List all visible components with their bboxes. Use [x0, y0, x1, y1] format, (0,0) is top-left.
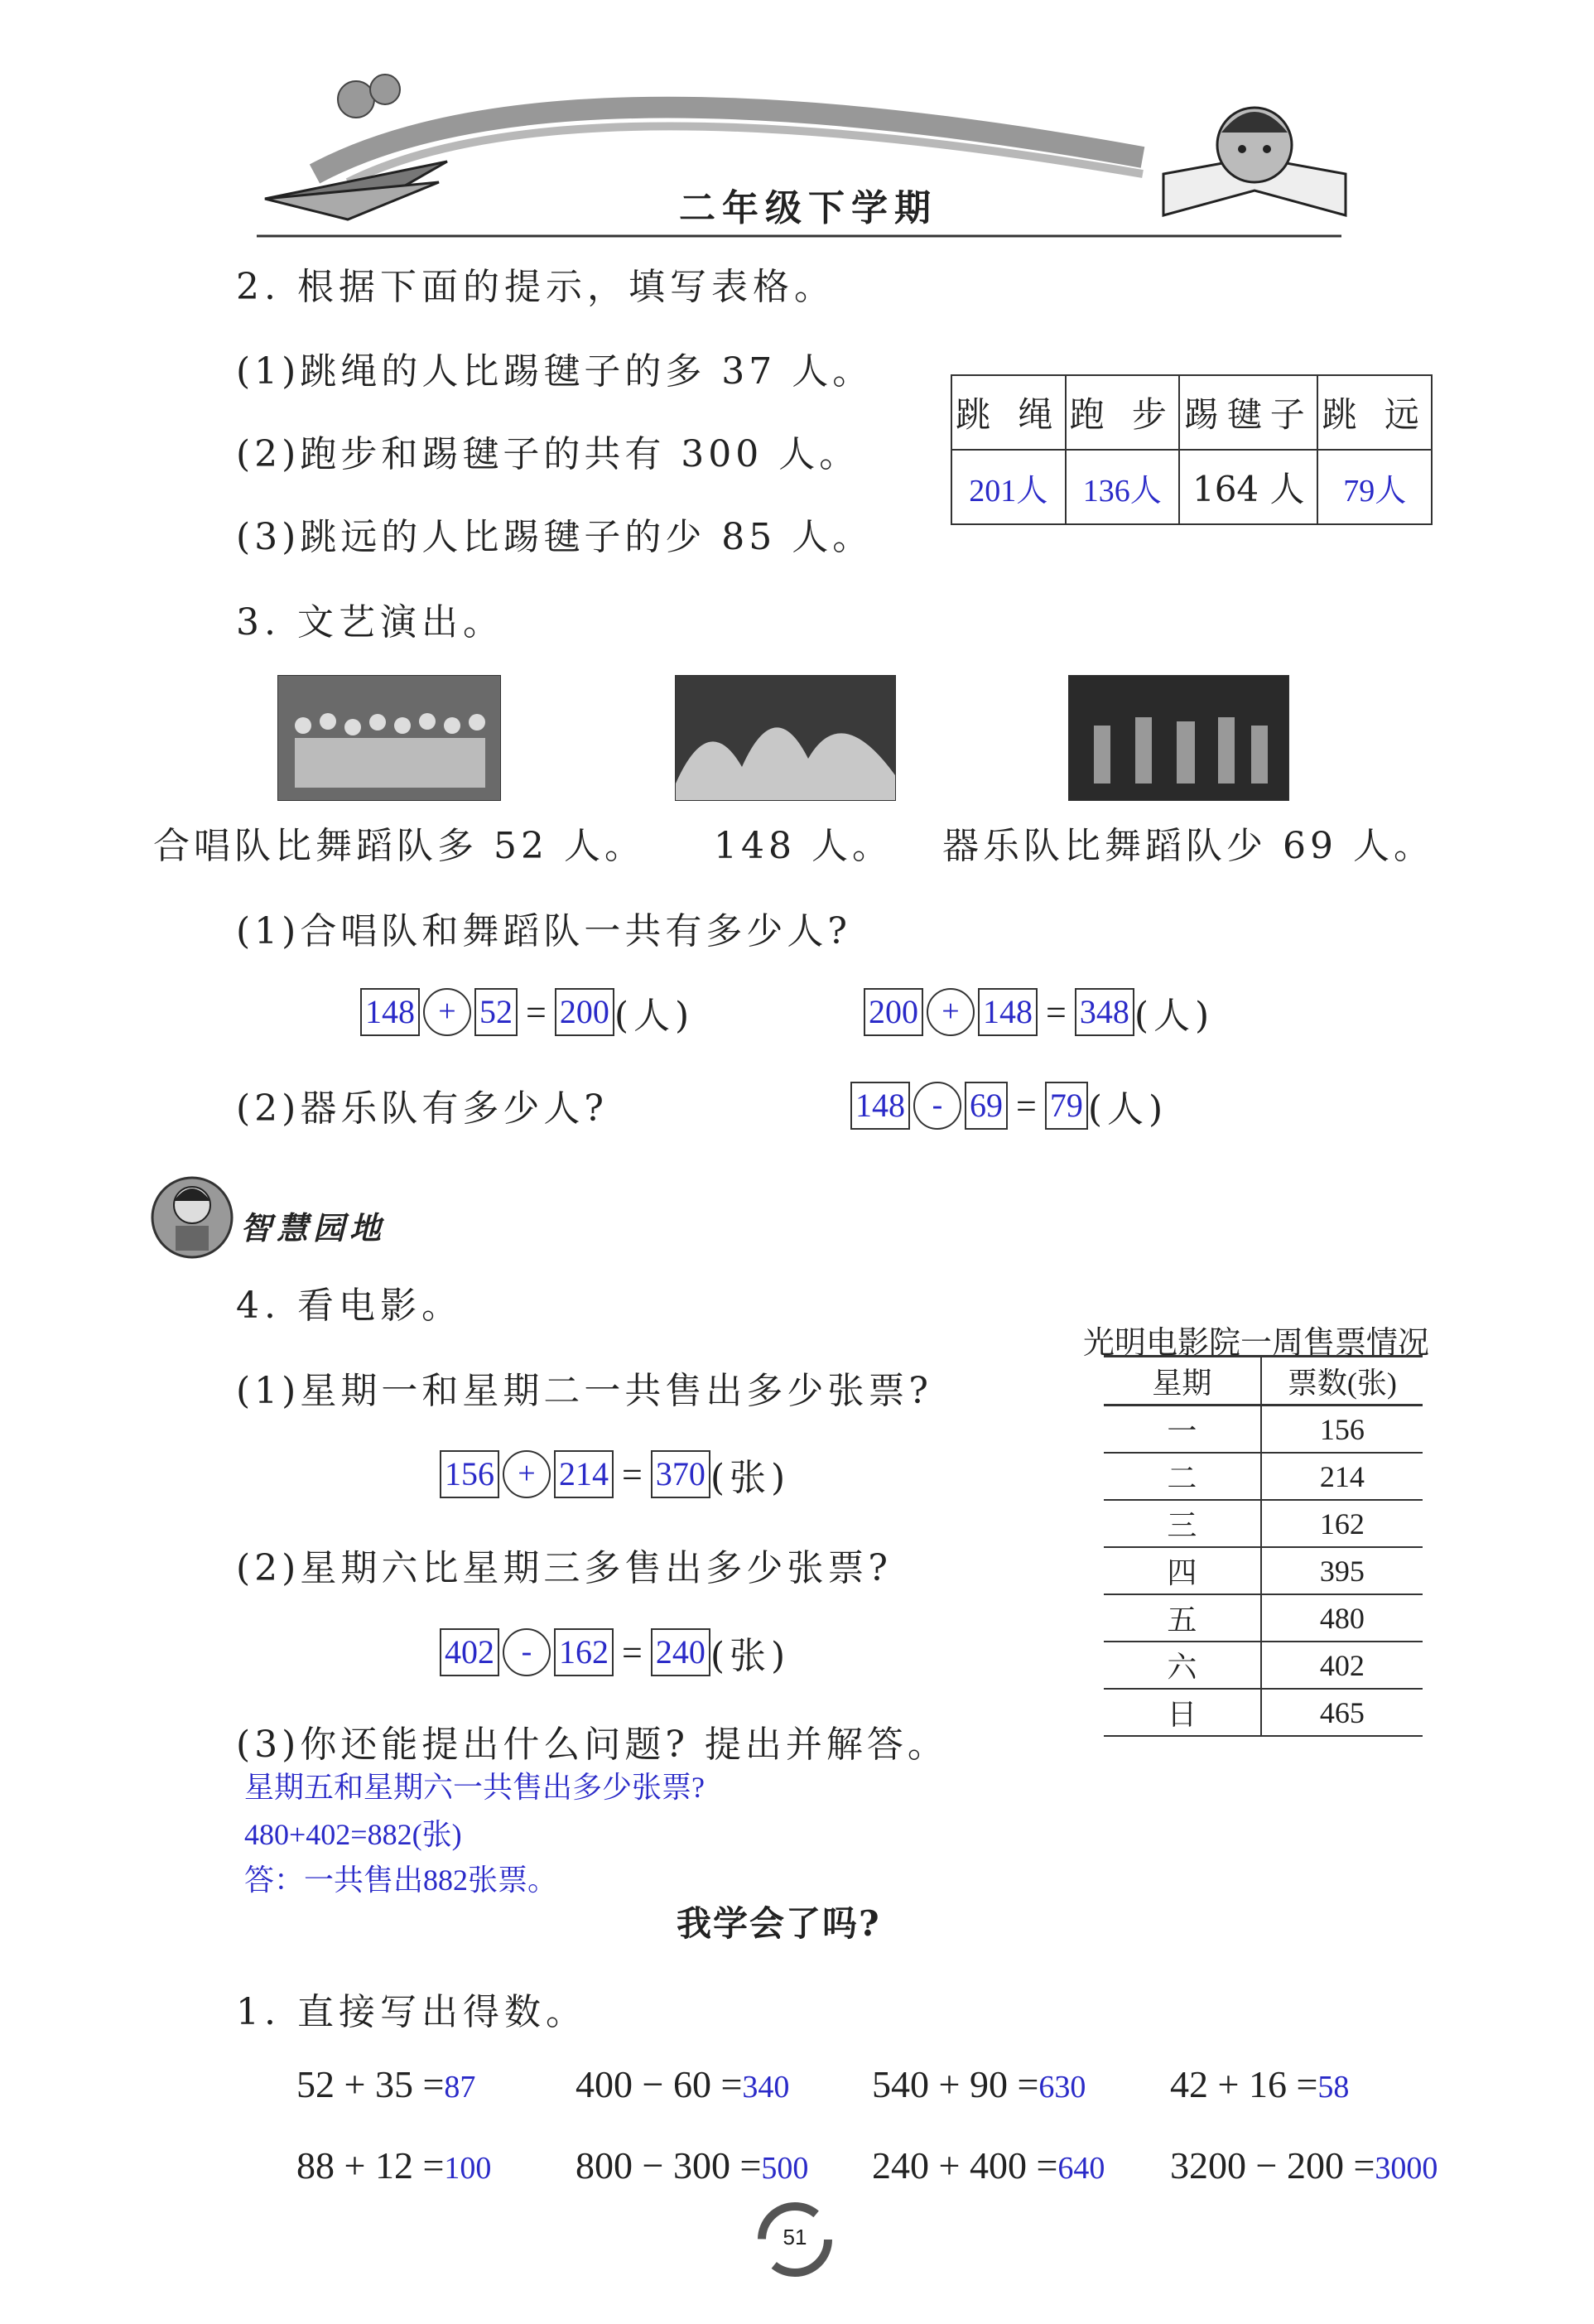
arith-expression: 52 + 35 =: [296, 2063, 445, 2105]
tickets-cell: 480: [1261, 1594, 1423, 1642]
arith-expression: 3200 − 200 =: [1170, 2144, 1375, 2187]
arith-expression: 240 + 400 =: [872, 2144, 1058, 2187]
tickets-cell: 162: [1261, 1500, 1423, 1547]
arith-item: [296, 2143, 491, 2187]
equals-sign: =: [1016, 1085, 1037, 1126]
operand-box[interactable]: 69: [965, 1082, 1008, 1130]
result-box[interactable]: 370: [651, 1450, 710, 1498]
operator-circle[interactable]: +: [503, 1450, 551, 1498]
review-q1-title: 1. 直接写出得数。: [236, 1991, 587, 2033]
section-label: 智慧园地: [240, 1209, 387, 1246]
q4-sub3-answer-line-3: 答：一共售出882张票。: [244, 1864, 558, 1897]
q3-sub1-question: (1)合唱队和舞蹈队一共有多少人?: [236, 910, 851, 952]
q2-value-long-jump: 79人: [1317, 450, 1432, 524]
tickets-cell: 402: [1261, 1642, 1423, 1689]
q2-header-jump-rope: 跳 绳: [951, 375, 1066, 450]
operand-box[interactable]: 214: [554, 1450, 614, 1498]
result-box[interactable]: 200: [555, 988, 614, 1036]
q3-sub2-equation: [850, 1079, 1168, 1132]
equals-sign: =: [1046, 991, 1067, 1033]
equals-sign: =: [622, 1632, 643, 1673]
q3-sub1-equation-1: [360, 986, 694, 1039]
q4-header-tickets: 票数(张): [1261, 1357, 1423, 1405]
day-cell: 日: [1104, 1689, 1261, 1736]
table-row: [1104, 1642, 1423, 1689]
arith-expression: 800 − 300 =: [575, 2144, 762, 2187]
operand-box[interactable]: 148: [850, 1082, 910, 1130]
equals-sign: =: [526, 991, 547, 1033]
unit-label: (人): [614, 995, 695, 1037]
choir-caption: 合唱队比舞蹈队多 52 人。: [153, 825, 645, 867]
tickets-cell: 156: [1261, 1405, 1423, 1454]
q3-sub2-question: (2)器乐队有多少人?: [236, 1087, 608, 1130]
header-title: 二年级下学期: [679, 187, 937, 229]
q2-value-running: 136人: [1066, 450, 1180, 524]
q2-header-shuttlecock: 踢毽子: [1179, 375, 1317, 450]
q2-hint-1: (1)跳绳的人比踢毽子的多 37 人。: [236, 350, 874, 393]
table-row: [1104, 1547, 1423, 1594]
orchestra-caption: 器乐队比舞蹈队少 69 人。: [942, 825, 1434, 867]
q4-table-title: 光明电影院一周售票情况: [1083, 1326, 1430, 1361]
arith-item: [575, 2062, 789, 2106]
operator-circle[interactable]: +: [423, 988, 471, 1036]
table-row: [1104, 1689, 1423, 1736]
table-row: [1104, 1453, 1423, 1500]
arith-expression: 88 + 12 =: [296, 2144, 445, 2187]
operand-box[interactable]: 162: [554, 1628, 614, 1676]
q2-hint-2: (2)跑步和踢毽子的共有 300 人。: [236, 433, 860, 475]
day-cell: 二: [1104, 1453, 1261, 1500]
operand-box[interactable]: 156: [440, 1450, 499, 1498]
arith-answer[interactable]: 640: [1057, 2151, 1105, 2186]
arith-item: [872, 2062, 1086, 2106]
q4-sub3-answer-line-2: 480+402=882(张): [244, 1818, 462, 1851]
orchestra-photo: [1068, 675, 1289, 801]
girl-reading-illustration: [1155, 66, 1354, 224]
unit-label: (人): [1134, 995, 1215, 1037]
result-box[interactable]: 348: [1075, 988, 1134, 1036]
dance-caption: 148 人。: [714, 825, 893, 867]
arith-item: [872, 2143, 1105, 2187]
q4-title: 4. 看电影。: [236, 1285, 463, 1327]
table-row: [1104, 1405, 1423, 1454]
unit-label: (张): [710, 1457, 791, 1499]
unit-label: (张): [710, 1635, 791, 1677]
operator-circle[interactable]: +: [927, 988, 975, 1036]
day-cell: 四: [1104, 1547, 1261, 1594]
operator-circle[interactable]: -: [503, 1628, 551, 1676]
table-row: [1104, 1500, 1423, 1547]
operand-box[interactable]: 148: [978, 988, 1038, 1036]
q3-sub1-equation-2: [864, 986, 1214, 1039]
day-cell: 五: [1104, 1594, 1261, 1642]
tickets-cell: 465: [1261, 1689, 1423, 1736]
equals-sign: =: [622, 1454, 643, 1495]
arith-answer[interactable]: 500: [761, 2151, 809, 2186]
operand-box[interactable]: 200: [864, 988, 923, 1036]
q2-hint-3: (3)跳远的人比踢毽子的少 85 人。: [236, 516, 874, 558]
arith-answer[interactable]: 100: [444, 2151, 492, 2186]
day-cell: 三: [1104, 1500, 1261, 1547]
result-box[interactable]: 79: [1045, 1082, 1088, 1130]
arith-answer[interactable]: 340: [742, 2070, 790, 2105]
arith-expression: 400 − 60 =: [575, 2063, 743, 2105]
q4-sub1-question: (1)星期一和星期二一共售出多少张票?: [236, 1370, 932, 1412]
arith-answer[interactable]: 58: [1317, 2070, 1350, 2105]
q2-table: [951, 374, 1433, 525]
unit-label: (人): [1087, 1088, 1168, 1131]
q4-sub2-question: (2)星期六比星期三多售出多少张票?: [236, 1547, 892, 1589]
q4-sub3-answer-line-1: 星期五和星期六一共售出多少张票?: [244, 1771, 705, 1804]
tickets-cell: 214: [1261, 1453, 1423, 1500]
arith-expression: 42 + 16 =: [1170, 2063, 1318, 2105]
q3-title: 3. 文艺演出。: [236, 601, 504, 644]
boy-mascot-icon: [149, 1168, 236, 1263]
operand-box[interactable]: 52: [474, 988, 518, 1036]
q2-header-running: 跑 步: [1066, 375, 1180, 450]
q2-header-long-jump: 跳 远: [1317, 375, 1432, 450]
q2-value-jump-rope: 201人: [951, 450, 1066, 524]
arith-answer[interactable]: 3000: [1375, 2151, 1438, 2186]
table-row: [1104, 1594, 1423, 1642]
q2-value-shuttlecock: 164 人: [1179, 450, 1317, 524]
arith-expression: 540 + 90 =: [872, 2063, 1039, 2105]
arith-item: [575, 2143, 808, 2187]
operator-circle[interactable]: -: [913, 1082, 961, 1130]
q4-sub3-question: (3)你还能提出什么问题? 提出并解答。: [236, 1724, 948, 1766]
day-cell: 一: [1104, 1405, 1261, 1454]
dance-photo: [675, 675, 896, 801]
day-cell: 六: [1104, 1642, 1261, 1689]
q4-ticket-table: [1104, 1355, 1423, 1737]
q4-sub1-equation: [440, 1448, 790, 1501]
arith-answer[interactable]: 87: [444, 2070, 476, 2105]
operand-box[interactable]: 148: [360, 988, 420, 1036]
tickets-cell: 395: [1261, 1547, 1423, 1594]
page-number: 51: [783, 2225, 807, 2249]
arith-item: [1170, 2062, 1349, 2106]
q4-sub2-equation: [440, 1626, 790, 1679]
choir-photo: [277, 675, 501, 801]
arith-item: [296, 2062, 475, 2106]
arith-answer[interactable]: 630: [1038, 2070, 1086, 2105]
q2-title: 2. 根据下面的提示，填写表格。: [236, 266, 836, 308]
review-title: 我学会了吗?: [677, 1903, 881, 1944]
q4-header-day: 星期: [1104, 1357, 1261, 1405]
operand-box[interactable]: 402: [440, 1628, 499, 1676]
result-box[interactable]: 240: [651, 1628, 710, 1676]
page-number-badge: [752, 2196, 838, 2283]
arith-item: [1170, 2143, 1437, 2187]
